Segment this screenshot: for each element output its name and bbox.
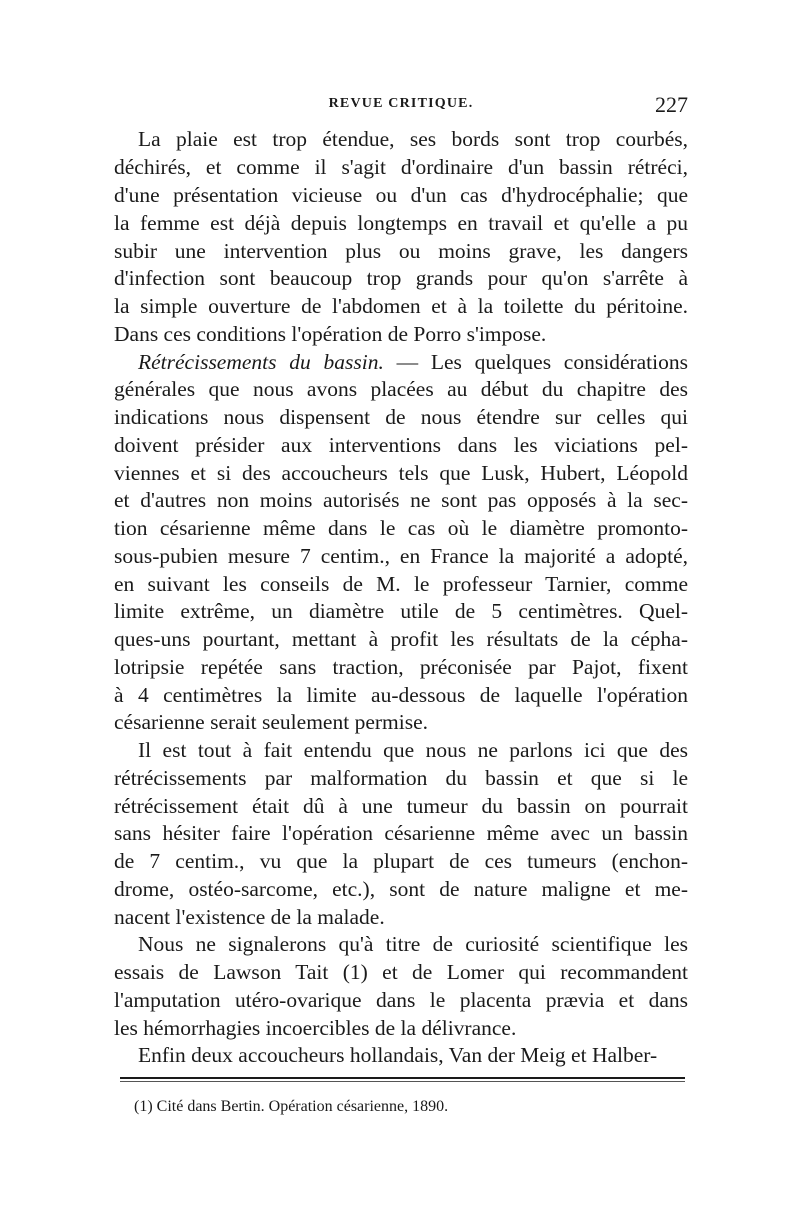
text-line: sans hésiter faire l'opération césarienne même avec un bassin (114, 821, 688, 845)
text-line: d'infection sont beaucoup trop grands pour qu'on s'arrête à (114, 266, 688, 290)
text-line: Il est tout à fait entendu que nous ne parlons ici que des (138, 738, 688, 762)
text-line: la simple ouverture de l'abdomen et à la toilette du péritoine. (114, 294, 688, 318)
text-line: subir une intervention plus ou moins grave, les dangers (114, 239, 688, 263)
text-line: tion césarienne même dans le cas où le diamètre promonto- (114, 516, 688, 540)
section-line (138, 349, 688, 375)
text-line: générales que nous avons placées au début du chapitre des (114, 377, 688, 401)
text-line: et d'autres non moins autorisés ne sont pas opposés à la sec- (114, 488, 688, 512)
footnote-rule (120, 1077, 685, 1079)
text-line: la femme est déjà depuis longtemps en travail et qu'elle a pu (114, 211, 688, 235)
text-line: limite extrême, un diamètre utile de 5 centimètres. Quel- (114, 599, 688, 623)
running-head (114, 94, 688, 118)
section-heading: Rétrécissements du bassin. (138, 350, 384, 374)
text-line: les hémorrhagies incoercibles de la délivrance. (114, 1016, 517, 1040)
text-line: déchirés, et comme il s'agit d'ordinaire d'un bassin rétréci, (114, 155, 688, 179)
text-line: viennes et si des accoucheurs tels que Lusk, Hubert, Léopold (114, 461, 688, 485)
text-line: nacent l'existence de la malade. (114, 905, 385, 929)
text-line: d'une présentation vicieuse ou d'un cas d'hydrocéphalie; que (114, 183, 688, 207)
footnote-rule-thin (120, 1081, 685, 1082)
text-line: Enfin deux accoucheurs hollandais, Van der Meig et Halber- (138, 1043, 658, 1067)
text-line: rétrécissements par malformation du bassin et que si le (114, 766, 688, 790)
section-line-text: — Les quelques considérations (396, 350, 688, 374)
text-line: l'amputation utéro-ovarique dans le placenta prævia et dans (114, 988, 688, 1012)
text-line: à 4 centimètres la limite au-dessous de laquelle l'opération (114, 683, 688, 707)
text-line: lotripsie repétée sans traction, préconisée par Pajot, fixent (114, 655, 688, 679)
text-line: essais de Lawson Tait (1) et de Lomer qui recommandent (114, 960, 688, 984)
footnote: (1) Cité dans Bertin. Opération césarienne, 1890. (134, 1098, 449, 1115)
text-line: de 7 centim., vu que la plupart de ces tumeurs (enchon- (114, 849, 688, 873)
text-line: La plaie est trop étendue, ses bords sont trop courbés, (138, 127, 688, 151)
text-line: indications nous dispensent de nous étendre sur celles qui (114, 405, 688, 429)
text-line: en suivant les conseils de M. le professeur Tarnier, comme (114, 572, 688, 596)
running-title: REVUE CRITIQUE. (328, 96, 474, 111)
text-line: Dans ces conditions l'opération de Porro s'impose. (114, 322, 547, 346)
text-line: Nous ne signalerons qu'à titre de curiosité scientifique les (138, 932, 688, 956)
text-line: doivent présider aux interventions dans les viciations pel- (114, 433, 688, 457)
text-line: rétrécissement était dû à une tumeur du bassin on pourrait (114, 794, 688, 818)
page-number: 227 (655, 92, 688, 117)
text-line: drome, ostéo-sarcome, etc.), sont de nature maligne et me- (114, 877, 688, 901)
text-line: césarienne serait seulement permise. (114, 710, 428, 734)
text-line: ques-uns pourtant, mettant à profit les résultats de la cépha- (114, 627, 688, 651)
text-line: sous-pubien mesure 7 centim., en France la majorité a adopté, (114, 544, 688, 568)
